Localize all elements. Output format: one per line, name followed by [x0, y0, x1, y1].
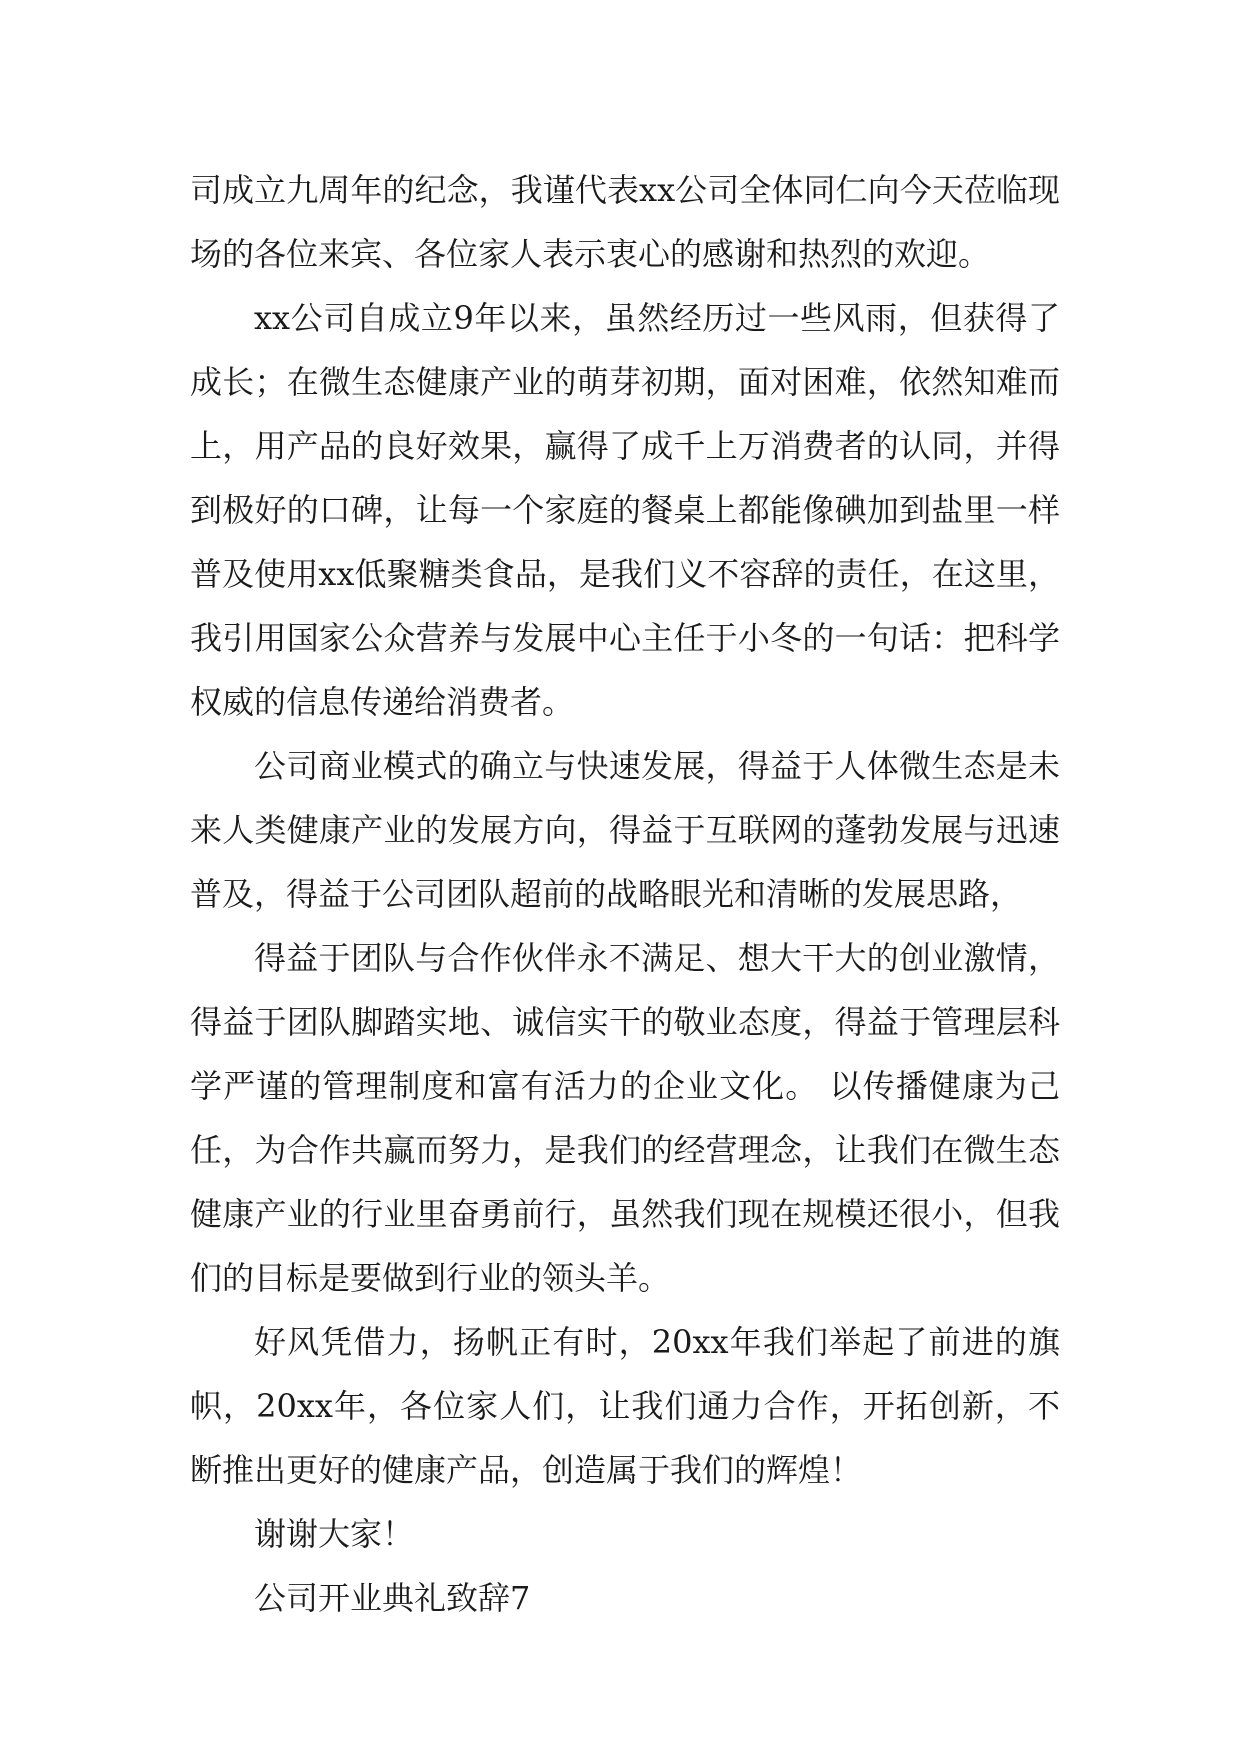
- document-body: [190, 158, 1060, 1630]
- paragraph-future: 好风凭借力，扬帆正有时，20xx年我们举起了前进的旗帜，20xx年，各位家人们，让我们通力合作，开拓创新，不断推出更好的健康产品，创造属于我们的辉煌！: [190, 1323, 1060, 1489]
- paragraph-opening: 司成立九周年的纪念，我谨代表xx公司全体同仁向今天莅临现场的各位来宾、各位家人表示衷心的感谢和热烈的欢迎。: [190, 171, 1060, 273]
- paragraph-thanks: 谢谢大家！: [254, 1515, 415, 1553]
- section-heading: 公司开业典礼致辞7: [254, 1579, 531, 1617]
- paragraph-business-model: 公司商业模式的确立与快速发展，得益于人体微生态是未来人类健康产业的发展方向，得益于互联网的蓬勃发展与迅速普及，得益于公司团队超前的战略眼光和清晰的发展思路，: [190, 747, 1060, 913]
- paragraph-company-growth: xx公司自成立9年以来，虽然经历过一些风雨，但获得了成长；在微生态健康产业的萌芽初期，面对困难，依然知难而上，用产品的良好效果，赢得了成千上万消费者的认同，并得到极好的口碑，让每一个家庭的餐桌上都能像碘加到盐里一样普及使用xx低聚糖类食品，是我们义不容辞的责任，在这里，我引用国家公众营养与发展中心主任于小冬的一句话：把科学权威的信息传递给消费者。: [190, 299, 1060, 721]
- paragraph-team: 得益于团队与合作伙伴永不满足、想大干大的创业激情，得益于团队脚踏实地、诚信实干的敬业态度，得益于管理层科学严谨的管理制度和富有活力的企业文化。 以传播健康为己任，为合作共赢而努力，是我们的经营理念，让我们在微生态健康产业的行业里奋勇前行，虽然我们现在规模还很小，但我们的目标是要做到行业的领头羊。: [190, 939, 1060, 1297]
